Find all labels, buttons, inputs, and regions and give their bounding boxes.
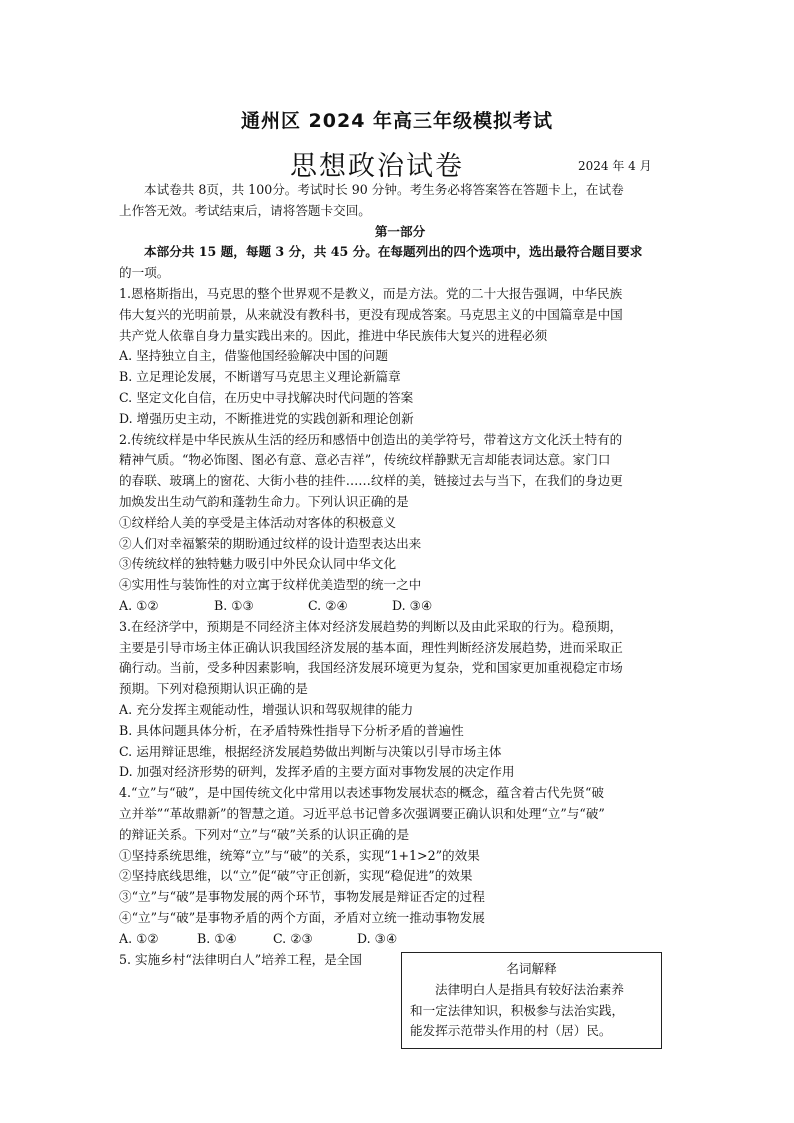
q1-option-d: D. 增强历史主动，不断推进党的实践创新和理论创新 (119, 410, 414, 426)
q1-stem-line: 1.恩格斯指出，马克思的整个世界观不是教义，而是方法。党的二十大报告强调，中华民族 (119, 285, 623, 301)
q2-choice-d: D. ③④ (392, 597, 433, 613)
q4-item: ②坚持底线思维，以“立”促“破”守正创新，实现“稳促进”的效果 (119, 868, 473, 884)
q3-option-d: D. 加强对经济形势的研判，发挥矛盾的主要方面对事物发展的决定作用 (119, 764, 515, 780)
q4-stem-line: 4.“立”与“破”，是中国传统文化中常用以表述事物发展状态的概念，蕴含着古代先贤“破 (119, 785, 604, 801)
q4-choice-d: D. ③④ (357, 930, 398, 946)
glossary-line: 能发挥示范带头作用的村（居）民。 (410, 1023, 612, 1039)
q2-stem-line: 2.传统纹样是中华民族从生活的经历和感悟中创造出的美学符号，带着这方文化沃土特有的 (119, 431, 623, 447)
q4-choice-a: A. ①② (119, 930, 159, 946)
q2-stem-line: 精神气质。“物必饰图、图必有意、意必吉祥”，传统纹样静默无言却能表词达意。家门口 (119, 452, 611, 468)
part-instructions: 的一项。 (119, 265, 170, 281)
q2-item: ①纹样给人美的享受是主体活动对客体的积极意义 (119, 514, 397, 530)
q2-item: ②人们对幸福繁荣的期盼通过纹样的设计造型表达出来 (119, 535, 422, 551)
q2-item: ③传统纹样的独特魅力吸引中外民众认同中华文化 (119, 556, 397, 572)
q4-stem-line: 的辩证关系。下列对“立”与“破”关系的认识正确的是 (119, 826, 410, 842)
exam-date: 2024 年 4 月 (578, 159, 652, 173)
q4-item: ④“立”与“破”是事物矛盾的两个方面，矛盾对立统一推动事物发展 (119, 909, 485, 925)
q2-stem-line: 加焕发出生动气韵和蓬勃生命力。下列认识正确的是 (119, 493, 409, 509)
q2-choices (119, 596, 681, 617)
q3-stem-line: 预期。下列对稳预期认识正确的是 (119, 681, 308, 697)
q3-stem-line: 3.在经济学中，预期是不同经济主体对经济发展趋势的判断以及由此采取的行为。稳预期， (119, 618, 623, 634)
q1-option-c: C. 坚定文化自信，在历史中寻找解决时代问题的答案 (119, 389, 414, 405)
q4-choice-c: C. ②③ (273, 930, 313, 946)
q2-stem-line: 的春联、玻璃上的窗花、大街小巷的挂件……纹样的美，链接过去与当下，在我们的身边更 (119, 473, 623, 489)
subject-title: 思想政治试卷 (290, 151, 464, 182)
intro-line: 本试卷共 8页，共 100分。考试时长 90 分钟。考生务必将答案答在答题卡上，在试卷 (144, 182, 624, 197)
q1-option-b: B. 立足理论发展，不断谱写马克思主义理论新篇章 (119, 369, 401, 385)
q5-stem: 5. 实施乡村“法律明白人”培养工程，是全国 (119, 952, 362, 967)
part-heading: 第一部分 (374, 223, 426, 239)
part-instructions: 本部分共 15 题，每题 3 分，共 45 分。在每题列出的四个选项中，选出最符合题目要求 (144, 244, 643, 260)
q2-item: ④实用性与装饰性的对立寓于纹样优美造型的统一之中 (119, 577, 422, 593)
glossary-box (401, 952, 662, 1049)
glossary-line: 法律明白人是指具有较好法治素养 (435, 981, 624, 997)
glossary-title: 名词解释 (506, 961, 557, 976)
q1-option-a: A. 坚持独立自主，借鉴他国经验解决中国的问题 (119, 348, 388, 364)
q3-option-c: C. 运用辩证思维，根据经济发展趋势做出判断与决策以引导市场主体 (119, 743, 502, 759)
q1-stem-line: 伟大复兴的光明前景，从来就没有教科书，更没有现成答案。马克思主义的中国篇章是中国 (119, 306, 623, 322)
q3-option-a: A. 充分发挥主观能动性，增强认识和驾驭规律的能力 (119, 701, 414, 717)
q4-item: ①坚持系统思维，统筹“立”与“破”的关系，实现“1+1>2”的效果 (119, 847, 480, 863)
q2-choice-c: C. ②④ (308, 597, 348, 613)
q1-stem-line: 共产党人依靠自身力量实践出来的。因此，推进中华民族伟大复兴的进程必须 (119, 327, 548, 343)
q3-option-b: B. 具体问题具体分析，在矛盾特殊性指导下分析矛盾的普遍性 (119, 722, 464, 738)
exam-body (119, 180, 681, 949)
q4-item: ③“立”与“破”是事物发展的两个环节，事物发展是辩证否定的过程 (119, 889, 485, 905)
intro-line: 上作答无效。考试结束后，请将答题卡交回。 (119, 202, 371, 218)
q3-stem-line: 主要是引导市场主体正确认识我国经济发展的基本面，理性判断经济发展趋势，进而采取正 (119, 639, 623, 655)
q4-choices (119, 929, 681, 950)
q3-stem-line: 确行动。当前，受多种因素影响，我国经济发展环境更为复杂，党和国家更加重视稳定市场 (119, 660, 623, 676)
exam-title: 通州区 2024 年高三年级模拟考试 (240, 110, 554, 132)
q2-choice-a: A. ①② (119, 597, 159, 613)
q4-stem-line: 立并举”“革故鼎新”的智慧之道。习近平总书记曾多次强调要正确认识和处理“立”与“破” (119, 805, 605, 821)
q2-choice-b: B. ①③ (214, 597, 254, 613)
glossary-line: 和一定法律知识，积极参与法治实践， (410, 1002, 625, 1018)
q4-choice-b: B. ①④ (197, 930, 237, 946)
